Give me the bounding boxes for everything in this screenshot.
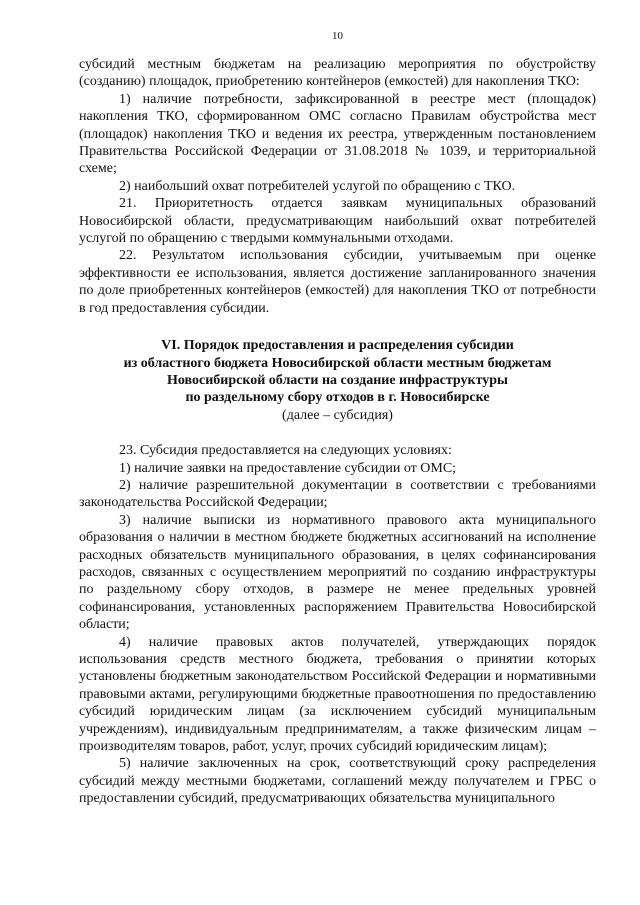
paragraph: 1) наличие заявки на предоставление субсидии от ОМС; bbox=[119, 460, 457, 476]
paragraph: 2) наибольший охват потребителей услугой по обращению с ТКО. bbox=[119, 178, 516, 194]
paragraphs-before bbox=[79, 56, 596, 317]
paragraphs-after bbox=[79, 442, 596, 808]
section-heading-line: из областного бюджета Новосибирской области местным бюджетам bbox=[123, 355, 552, 371]
paragraph: 1) наличие потребности, зафиксированной в реестре мест (площадок) накопления ТКО, сформированном ОМС согласно Правилам обустройства мест (площадок) накопления ТКО и ведения их реестра, утвержденным постановлением Правительства Российской Федерации от 31.08.2018 № 1039, и территориальной схеме; bbox=[79, 91, 596, 177]
section-heading-line: VI. Порядок предоставления и распределения субсидии bbox=[161, 338, 514, 354]
paragraph: 22. Результатом использования субсидии, учитываемым при оценке эффективности ее использования, является достижение запланированного значения по доле приобретенных контейнеров (емкостей) для накопления ТКО от потребности в год предоставления субсидии. bbox=[79, 248, 596, 316]
paragraph: 21. Приоритетность отдается заявкам муниципальных образований Новосибирской области, предусматривающим наибольший охват потребителей услугой по обращению с твердыми коммунальными отходами. bbox=[79, 196, 596, 247]
paragraph: субсидий местным бюджетам на реализацию мероприятия по обустройству (созданию) площадок, приобретению контейнеров (емкостей) для накопления ТКО: bbox=[79, 57, 596, 90]
paragraph: 3) наличие выписки из нормативного правового акта муниципального образования о наличии в местном бюджете бюджетных ассигнований на исполнение расходных обязательств муниципального образования, в целях софинансирования расходов, связанных с осуществлением мероприятий по созданию инфраструктуры по раздельному сбору отходов, в размере не менее предельных уровней софинансирования, установленных распоряжением Правительства Новосибирской области; bbox=[79, 512, 596, 633]
paragraph: 2) наличие разрешительной документации в соответствии с требованиями законодательства Российской Федерации; bbox=[79, 477, 596, 511]
section-heading-line: Новосибирской области на создание инфраструктуры bbox=[167, 372, 508, 388]
section-heading-line: по раздельному сбору отходов в г. Новосибирске bbox=[185, 390, 490, 406]
section-heading bbox=[79, 337, 596, 424]
paragraph: 5) наличие заключенных на срок, соответствующий сроку распределения субсидий между местными бюджетами, соглашений между получателем и ГРБС о предоставлении субсидий, предусматривающих обязательства муниципального bbox=[79, 756, 596, 807]
page-number: 10 bbox=[332, 30, 343, 42]
paragraph: 4) наличие правовых актов получателей, утверждающих порядок использования средств местного бюджета, требования о принятии которых установлены бюджетным законодательством Российской Федерации и нормативными правовыми актами, регулирующими бюджетные правоотношения по предоставлению субсидий юридическим лицам (за исключением субсидий муниципальным учреждениям), индивидуальным предпринимателям, а также физическим лицам – производителям товаров, работ, услуг, прочих субсидий юридическим лицам); bbox=[79, 634, 596, 755]
section-heading-subtitle: (далее – субсидия) bbox=[282, 407, 393, 423]
paragraph: 23. Субсидия предоставляется на следующих условиях: bbox=[119, 443, 452, 459]
